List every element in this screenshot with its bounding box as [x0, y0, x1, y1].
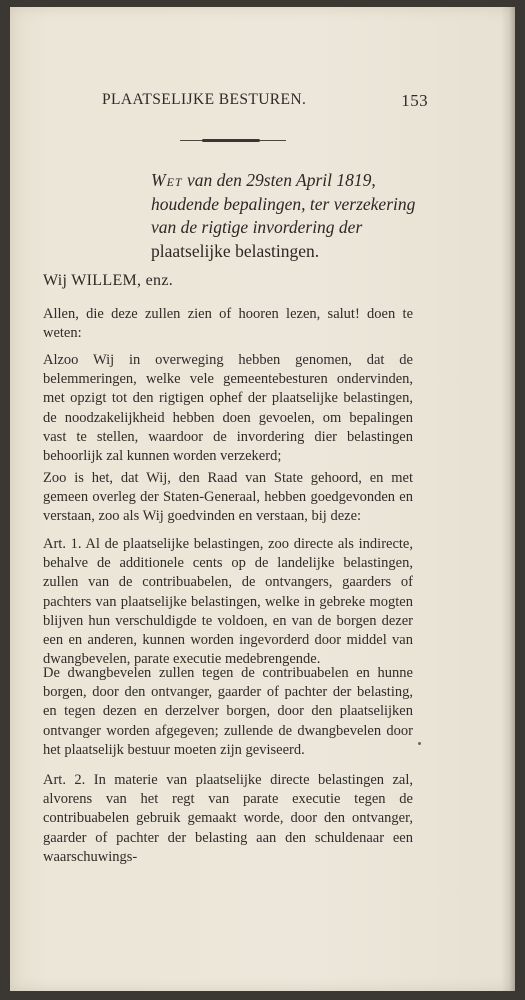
law-title-upright: plaatselijke belastingen. — [151, 240, 320, 261]
page-number: 153 — [401, 91, 428, 110]
paper-speck — [418, 742, 421, 745]
paragraph-art-1-continued: De dwangbevelen zullen tegen de contribuabelen en hunne borgen, door den ontvanger, gaarder of pachter der belasting, en tegen dezen en derzelver borgen, door den plaatselijken ontvanger worden afgegeven; zullende de dwangbevelen door het plaatselijk bestuur moeten zijn geviseerd. — [43, 665, 413, 758]
paragraph-considerans: Alzoo Wij in overweging hebben genomen, dat de belemmeringen, welke vele gemeentebesturen ondervinden, met opzigt tot den rigtigen ophef der plaatselijke belastingen, de noodzakelijkheid hebben doen gevoelen, om bepalingen vast te stellen, waardoor de invordering dier belastingen behoorlijk zal kunnen worden verzekerd; — [43, 352, 413, 465]
book-page — [10, 7, 515, 991]
law-title-italic: houdende bepalingen, ter verzekering van de rigtige invordering der — [151, 193, 416, 237]
enacting-heading: Wij WILLEM, enz. — [43, 272, 174, 289]
law-title-date: van den 29sten April 1819, — [182, 170, 376, 190]
paragraph-art-1: Art. 1. Al de plaatselijke belastingen, zoo directe als indirecte, behalve de additionele cents op de landelijke belastingen, zullen van de contribuabelen, de ontvangers, gaarders of pachters van plaatselijke belastingen, welke in gebreke mogten blijven hun verschuldigde te voldoen, en van de borgen dezer een en anderen, kunnen worden ingevorderd door middel van dwangbevelen, parate executie medebrengende. — [43, 536, 413, 668]
paragraph-enactment: Zoo is het, dat Wij, den Raad van State gehoord, en met gemeen overleg der Staten-Generaal, hebben goedgevonden en verstaan, zoo als Wij goedvinden en verstaan, bij deze: — [43, 470, 413, 525]
running-head-title: PLAATSELIJKE BESTUREN. — [102, 91, 307, 108]
paragraph-art-2: Art. 2. In materie van plaatselijke directe belastingen zal, alvorens van het regt van parate executie tegen de contribuabelen gebruik gemaakt worde, door den ontvanger, gaarder of pachter der belasting aan den schuldenaar een waarschuwings- — [43, 772, 413, 865]
law-title — [151, 169, 421, 263]
ornamental-rule — [180, 139, 286, 142]
paragraph-salutation: Allen, die deze zullen zien of hooren lezen, salut! doen te weten: — [43, 306, 413, 342]
law-title-wet: Wet — [151, 170, 183, 190]
page-fold-shadow — [501, 7, 515, 991]
